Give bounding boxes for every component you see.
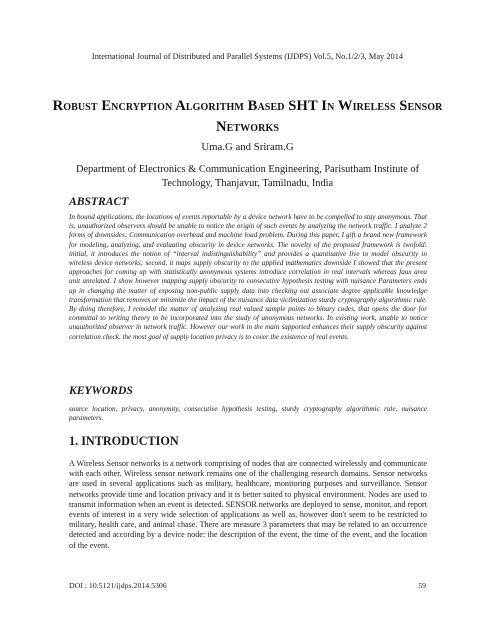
journal-header: International Journal of Distributed and Parallel Systems (IJDPS) Vol.5, No.1/2/3, May 2014: [91, 52, 404, 61]
keywords-text: source location, privacy, anonymity, consecutive hypothesis testing, sturdy cryptography algorithmic rule, nuisance parameters.: [69, 405, 427, 423]
paper-title: Robust Encryption Algorithm Based SHT In Wireless Sensor Networks: [52, 98, 443, 135]
introduction-heading: 1. INTRODUCTION: [69, 434, 179, 448]
footer-doi: DOI : 10.5121/ijdps.2014.5306: [69, 581, 167, 590]
abstract-heading: ABSTRACT: [69, 195, 129, 208]
page-number: 59: [418, 581, 426, 590]
keywords-heading: KEYWORDS: [69, 384, 133, 397]
affiliation: Department of Electronics & Communication Engineering, Parisutham Institute of Technology, Thanjavur, Tamilnadu, India: [75, 164, 420, 189]
authors: Uma.G and Sriram.G: [201, 141, 294, 153]
abstract-text: In bound applications, the locations of events reportable by a device network have to be compelled to stay anonymous. That is, unauthorized observers should be unable to notice the origin of such events by analyzing the network traffic. I analyze 2 forms of downsides: Communication overhead and machine load problem. During this paper, I gift a brand new framework for modeling, analyzing, and evaluating obscurity in device networks. The novelty of the proposed framework is twofold: initial, it introduces the notion of “interval indistinguishability” and provides a quantitative live to model obscurity in wireless device networks; second, it maps supply obscurity to the applied mathematics downside I showed that the present approaches for coming up with statistically anonymous systems introduce correlation in real intervals whereas faux area unit unrelated. I show however mapping supply obscurity to consecutive hypothesis testing with nuisance Parameters ends up in changing the matter of exposing non-public supply data into checking out associate degree applicable knowledge transformation that removes or minimize the impact of the nuisance data victimization sturdy cryptography algorithmic rule. By doing therefore, I remodel the matter of analyzing real valued sample points to binary codes, that opens the door for committal to writing theory to be incorporated into the study of anonymous networks. In existing work, unable to notice unauthorized observer in network traffic. However our work in the main supported enhances their supply obscurity against correlation check. the most goal of supply location privacy is to cover the existence of real events.: [69, 213, 427, 341]
introduction-text: A Wireless Sensor networks is a network comprising of nodes that are connected wirelessly and communicate with each other. Wireless sensor network remains one of the challenging research domains. Sensor networks are used in several applications such as military, healthcare, monitoring purposes and surveillance. Sensor networks provide time and location privacy and it is better suited to physical environment. Nodes are used to transmit information when an event is detected. SENSOR networks are deployed to sense, monitor, and report events of interest in a very wide selection of applications as well as, however don't seem to be restricted to military, health care, and animal chase. There are measure 3 parameters that may be related to an occurrence detected and according by a device node: the description of the event, the time of the event, and the location of the event.: [69, 459, 427, 550]
